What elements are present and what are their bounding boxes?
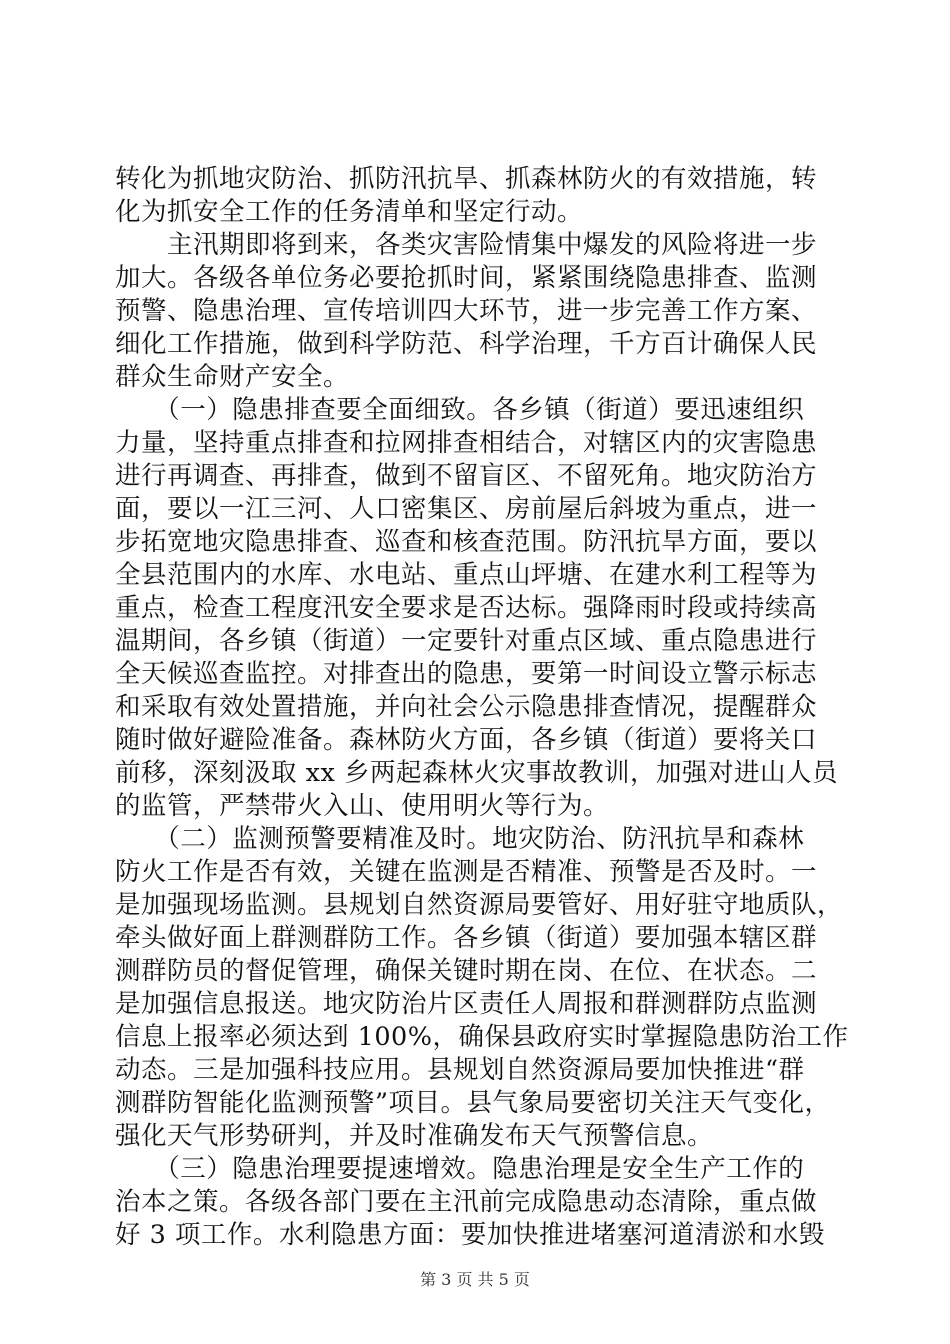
text-line: （一）隐患排查要全面细致。各乡镇（街道）要迅速组织 — [115, 395, 805, 425]
text-line: 进行再调查、再排查，做到不留盲区、不留死角。地灾防治方 — [115, 461, 818, 491]
text-line: 全天候巡查监控。对排查出的隐患，要第一时间设立警示标志 — [115, 659, 818, 689]
text-line: 步拓宽地灾隐患排查、巡查和核查范围。防汛抗旱方面，要以 — [115, 527, 818, 557]
text-line: 测群防智能化监测预警”项目。县气象局要密切关注天气变化， — [115, 1088, 831, 1118]
page-footer: 第 3 页 共 5 页 — [420, 1270, 530, 1289]
text-line: 化为抓安全工作的任务清单和坚定行动。 — [115, 197, 584, 227]
text-line: 面，要以一江三河、人口密集区、房前屋后斜坡为重点，进一 — [115, 494, 818, 524]
text-line: 全县范围内的水库、水电站、重点山坪塘、在建水利工程等为 — [115, 560, 818, 590]
text-line: 主汛期即将到来，各类灾害险情集中爆发的风险将进一步 — [115, 230, 818, 260]
text-line: （二）监测预警要精准及时。地灾防治、防汛抗旱和森林 — [115, 824, 805, 854]
text-line: 是加强现场监测。县规划自然资源局要管好、用好驻守地质队， — [115, 890, 844, 920]
document-body — [115, 163, 849, 1252]
text-line: 随时做好避险准备。森林防火方面，各乡镇（街道）要将关口 — [115, 725, 818, 755]
text-line: 牵头做好面上群测群防工作。各乡镇（街道）要加强本辖区群 — [115, 923, 818, 953]
text-line: 加大。各级各单位务必要抢抓时间，紧紧围绕隐患排查、监测 — [115, 263, 818, 293]
text-line: 防火工作是否有效，关键在监测是否精准、预警是否及时。一 — [115, 857, 818, 887]
text-line: 细化工作措施，做到科学防范、科学治理，千方百计确保人民 — [115, 329, 818, 359]
text-line: 群众生命财产安全。 — [115, 362, 350, 392]
text-line: 前移，深刻汲取 xx 乡两起森林火灾事故教训，加强对进山人员 — [115, 758, 838, 788]
text-line: 信息上报率必须达到 100%，确保县政府实时掌握隐患防治工作 — [115, 1022, 849, 1052]
text-line: 的监管，严禁带火入山、使用明火等行为。 — [115, 791, 610, 821]
text-line: （三）隐患治理要提速增效。隐患治理是安全生产工作的 — [115, 1154, 805, 1184]
text-line: 治本之策。各级各部门要在主汛前完成隐患动态清除，重点做 — [115, 1187, 818, 1217]
text-line: 转化为抓地灾防治、抓防汛抗旱、抓森林防火的有效措施，转 — [115, 164, 818, 194]
text-line: 强化天气形势研判，并及时准确发布天气预警信息。 — [115, 1121, 714, 1151]
text-line: 和采取有效处置措施，并向社会公示隐患排查情况，提醒群众 — [115, 692, 818, 722]
text-line: 温期间，各乡镇（街道）一定要针对重点区域、重点隐患进行 — [115, 626, 818, 656]
text-line: 动态。三是加强科技应用。县规划自然资源局要加快推进“群 — [115, 1055, 805, 1085]
text-line: 测群防员的督促管理，确保关键时期在岗、在位、在状态。二 — [115, 956, 818, 986]
text-line: 好 3 项工作。水利隐患方面：要加快推进堵塞河道清淤和水毁 — [115, 1220, 825, 1250]
text-line: 是加强信息报送。地灾防治片区责任人周报和群测群防点监测 — [115, 989, 818, 1019]
text-line: 重点，检查工程度汛安全要求是否达标。强降雨时段或持续高 — [115, 593, 818, 623]
text-line: 预警、隐患治理、宣传培训四大环节，进一步完善工作方案、 — [115, 296, 818, 326]
text-line: 力量，坚持重点排查和拉网排查相结合，对辖区内的灾害隐患 — [115, 428, 818, 458]
